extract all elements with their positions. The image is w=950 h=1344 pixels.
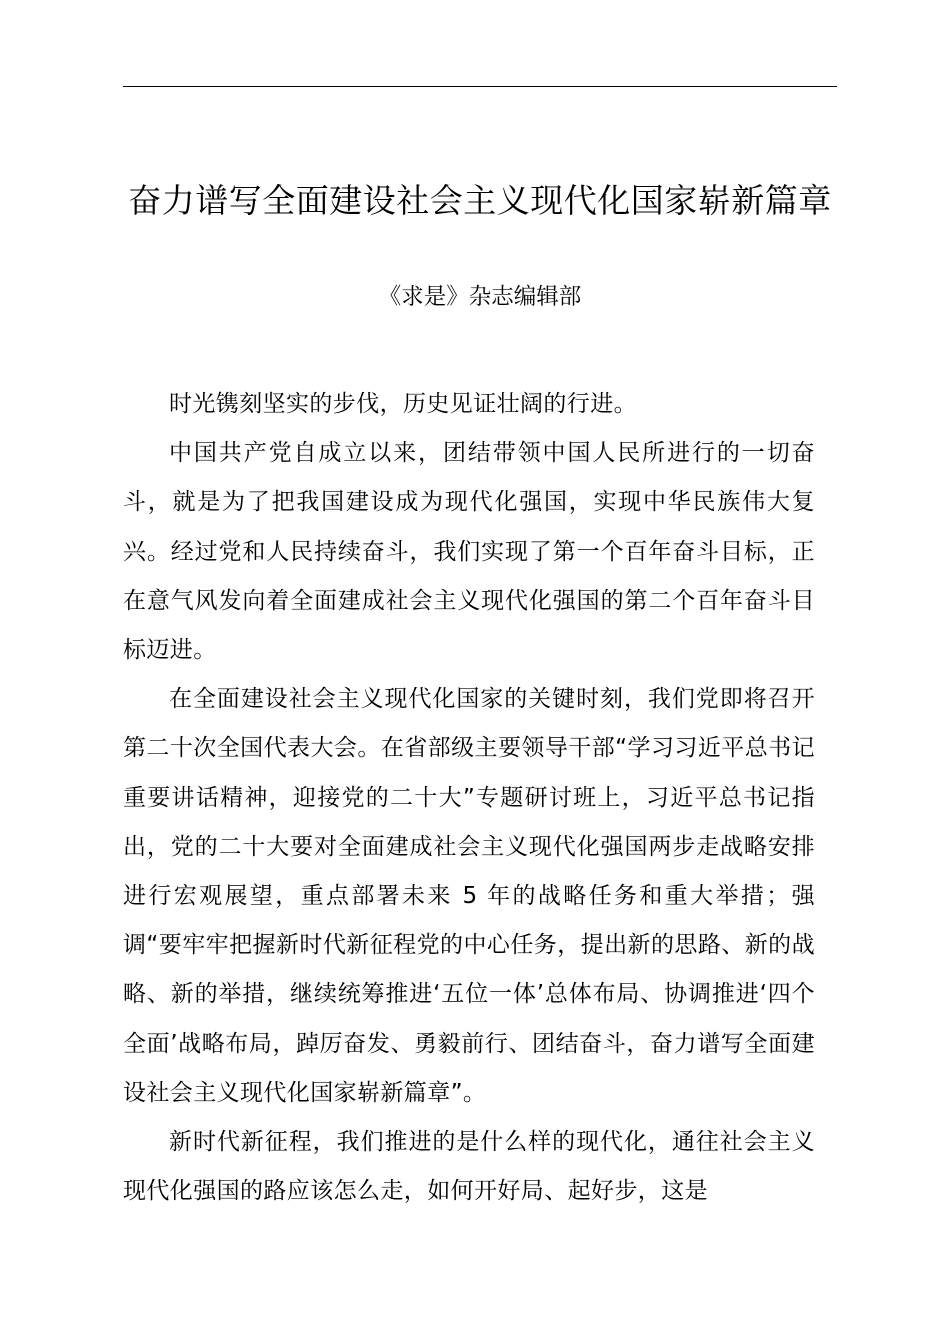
article-title: 奋力谱写全面建设社会主义现代化国家崭新篇章 <box>128 181 832 220</box>
paragraph: 在全面建设社会主义现代化国家的关键时刻，我们党即将召开第二十次全国代表大会。在省部级主要领导干部“学习习近平总书记重要讲话精神，迎接党的二十大”专题研讨班上，习近平总书记指出，党的二十大要对全面建成社会主义现代化强国两步走战略安排进行宏观展望，重点部署未来 5 年的战略任务和重大举措；强调“要牢牢把握新时代新征程党的中心任务，提出新的思路、新的战略、新的举措，继续统筹推进‘五位一体’总体布局、协调推进‘四个全面’战略布局，踔厉奋发、勇毅前行、团结奋斗，奋力谱写全面建设社会主义现代化国家崭新篇章”。 <box>123 686 815 1106</box>
paragraph: 新时代新征程，我们推进的是什么样的现代化，通往社会主义现代化强国的路应该怎么走，如何开好局、起好步，这是 <box>123 1129 815 1205</box>
paragraph: 中国共产党自成立以来，团结带领中国人民所进行的一切奋斗，就是为了把我国建设成为现代化强国，实现中华民族伟大复兴。经过党和人民持续奋斗，我们实现了第一个百年奋斗目标，正在意气风发向着全面建成社会主义现代化强国的第二个百年奋斗目标迈进。 <box>123 440 815 664</box>
article-author: 《求是》杂志编辑部 <box>378 284 582 310</box>
article-body <box>123 380 815 1216</box>
paragraph: 时光镌刻坚实的步伐，历史见证壮阔的行进。 <box>169 391 637 417</box>
header-rule <box>123 86 837 87</box>
